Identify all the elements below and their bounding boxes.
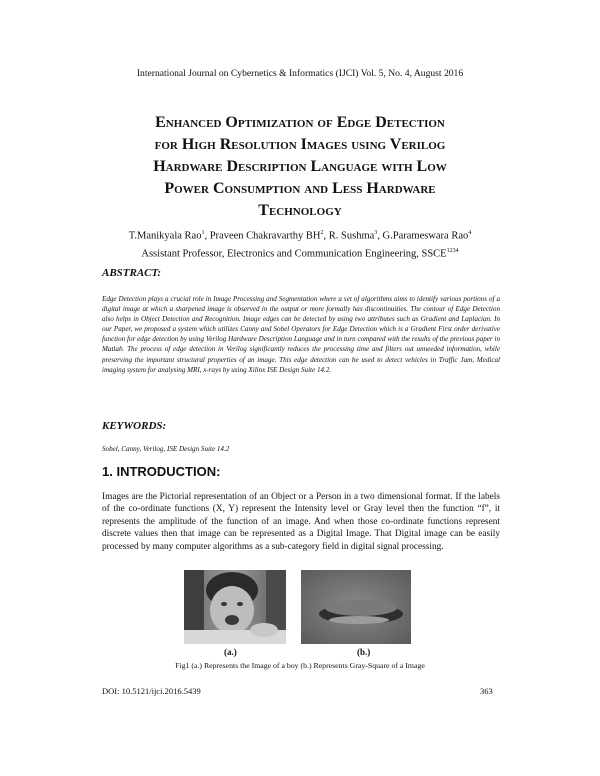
figure-label-a: (a.) bbox=[224, 647, 237, 657]
affiliation-text: Assistant Professor, Electronics and Communication Engineering, SSCE bbox=[141, 248, 447, 259]
author-name: , R. Sushma bbox=[323, 230, 375, 242]
figure-label-b: (b.) bbox=[357, 647, 371, 657]
title-line: Technology bbox=[258, 202, 342, 219]
author-sup: 3 bbox=[374, 230, 378, 236]
author-sup: 2 bbox=[320, 230, 324, 236]
affiliation-sup: 1234 bbox=[446, 247, 459, 254]
title-line: Power Consumption and Less Hardware bbox=[164, 180, 436, 197]
title-line: Enhanced Optimization of Edge Detection bbox=[155, 114, 445, 131]
author-name: , Praveen Chakravarthy BH bbox=[204, 230, 321, 242]
affiliation bbox=[0, 244, 600, 262]
doi: DOI: 10.5121/ijci.2016.5439 bbox=[102, 686, 201, 696]
keywords-heading: KEYWORDS: bbox=[102, 420, 167, 432]
author-sup: 4 bbox=[468, 230, 472, 236]
figure-image-gray-square bbox=[301, 570, 411, 644]
author-list bbox=[0, 226, 600, 244]
author-name: , G.Parameswara Rao bbox=[377, 230, 469, 242]
abstract-text: Edge Detection plays a crucial role in Image Processing and Segmentation where a set of algorithms aims to identify various portions of a digital image at which a sharpened image is observed in the output or more formally has discontinuities. The contour of Edge Detection also helps in Object Detection and Recognition. Image edges can be detected by using two attributes such as Gradient and Laplacian. In our Paper, we proposed a system which utilizes Canny and Sobel Operators for Edge Detection which is a Gradient First order derivative function for edge detection by using Verilog Hardware Description Language and in turn compared with the results of the previous paper in Matlab. The process of edge detection in Verilog significantly reduces the processing time and filters out unneeded information, while preserving the important structural properties of an image. This edge detection can be used to detect vehicles in Traffic Jam, Medical imaging system for analysing MRI, x-rays by using Xilinx ISE Design Suite 14.2. bbox=[102, 295, 500, 374]
journal-header: International Journal on Cybernetics & Informatics (IJCI) Vol. 5, No. 4, August 2016 bbox=[136, 68, 464, 79]
figure-image-boy bbox=[184, 570, 286, 644]
title-line: for High Resolution Images using Verilog bbox=[154, 136, 446, 153]
keywords-text: Sobel, Canny, Verilog, ISE Design Suite 14.2 bbox=[102, 445, 230, 453]
title-line: Hardware Description Language with Low bbox=[153, 158, 447, 175]
page-number: 363 bbox=[480, 686, 493, 696]
abstract-heading: ABSTRACT: bbox=[102, 267, 162, 279]
author-name: T.Manikyala Rao bbox=[128, 230, 202, 242]
author-block bbox=[0, 226, 600, 261]
author-sup: 1 bbox=[201, 230, 205, 236]
section-heading-introduction: 1. INTRODUCTION: bbox=[102, 464, 221, 479]
introduction-text: Images are the Pictorial representation of an Object or a Person in a two dimensional format. If the labels of the co-ordinate functions (X, Y) represent the Intensity level or Gray level then the function “f”, it represents the amplitude of the function of an image. And when those co-ordinate functions represent discrete values then that image can be represented as a Digital Image. That Digital image can be easily processed by many computer algorithms as a sub-category field in digital signal processing. bbox=[102, 492, 500, 552]
paper-title bbox=[80, 112, 520, 222]
figure-caption: Fig1 (a.) Represents the Image of a boy (b.) Represents Gray-Square of a Image bbox=[175, 661, 425, 670]
